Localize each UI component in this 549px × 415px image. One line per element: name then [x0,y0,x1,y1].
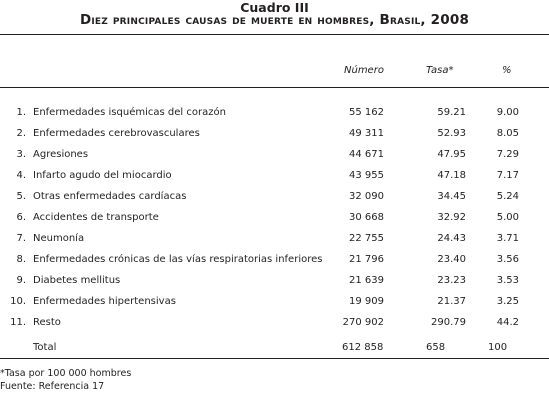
table-row [0,295,549,315]
row-label: Diabetes mellitus [33,275,121,286]
header-numero: Número [344,65,384,76]
row-tasa: 52.93 [437,128,466,139]
row-pct: 44.2 [496,317,519,328]
row-label: Resto [33,317,61,328]
header-tasa: Tasa* [426,65,454,76]
row-number: 7. [16,233,26,244]
table-row [0,232,549,252]
row-tasa: 59.21 [437,107,466,118]
total-numero: 612 858 [342,342,384,353]
row-tasa: 34.45 [437,191,466,202]
total-tasa: 658 [426,342,446,353]
row-number: 1. [16,107,26,118]
row-numero: 32 090 [349,191,384,202]
row-pct: 3.25 [496,296,519,307]
row-pct: 7.17 [496,170,519,181]
row-label: Infarto agudo del miocardio [33,170,172,181]
table-row [0,190,549,210]
row-numero: 19 909 [349,296,384,307]
row-number: 9. [16,275,26,286]
row-label: Enfermedades isquémicas del corazón [33,107,226,118]
table-title: Diez principales causas de muerte en hombres, Brasil, 2008 [79,12,470,28]
row-number: 10. [10,296,26,307]
row-tasa: 32.92 [437,212,466,223]
row-numero: 21 639 [349,275,384,286]
row-label: Enfermedades hipertensivas [33,296,176,307]
table-row [0,316,549,336]
row-label: Agresiones [33,149,89,160]
row-number: 5. [16,191,26,202]
table-row [0,169,549,189]
row-pct: 8.05 [496,128,519,139]
bottom-rule [0,358,549,359]
row-label: Neumonía [33,233,85,244]
row-number: 8. [16,254,26,265]
row-number: 4. [16,170,26,181]
row-pct: 7.29 [496,149,519,160]
header-pct: % [502,65,512,76]
header-rule [0,87,549,88]
row-pct: 3.71 [496,233,519,244]
row-tasa: 47.18 [437,170,466,181]
row-label: Otras enfermedades cardíacas [33,191,187,202]
table-row [0,253,549,273]
row-numero: 44 671 [349,149,384,160]
footnote: *Tasa por 100 000 hombres [0,368,132,379]
table-row [0,127,549,147]
table-caption: Cuadro III [240,0,309,15]
top-rule [0,34,549,35]
total-label: Total [33,342,57,353]
table-row [0,274,549,294]
row-numero: 270 902 [342,317,384,328]
row-number: 11. [10,317,26,328]
row-numero: 21 796 [349,254,384,265]
row-numero: 22 755 [349,233,384,244]
row-label: Enfermedades crónicas de las vías respiratorias inferiores [33,254,323,265]
row-tasa: 47.95 [437,149,466,160]
row-pct: 3.56 [496,254,519,265]
row-label: Enfermedades cerebrovasculares [33,128,200,139]
table-row [0,106,549,126]
row-tasa: 24.43 [437,233,466,244]
table-row [0,211,549,231]
row-pct: 5.00 [496,212,519,223]
row-number: 2. [16,128,26,139]
row-pct: 3.53 [496,275,519,286]
row-tasa: 23.40 [437,254,466,265]
row-numero: 55 162 [349,107,384,118]
row-tasa: 21.37 [437,296,466,307]
row-numero: 30 668 [349,212,384,223]
row-numero: 49 311 [349,128,384,139]
row-label: Accidentes de transporte [33,212,159,223]
row-pct: 5.24 [496,191,519,202]
row-number: 6. [16,212,26,223]
row-tasa: 290.79 [431,317,466,328]
table-row [0,148,549,168]
row-pct: 9.00 [496,107,519,118]
total-pct: 100 [488,342,508,353]
row-number: 3. [16,149,26,160]
row-tasa: 23.23 [437,275,466,286]
source-note: Fuente: Referencia 17 [0,381,105,392]
row-numero: 43 955 [349,170,384,181]
